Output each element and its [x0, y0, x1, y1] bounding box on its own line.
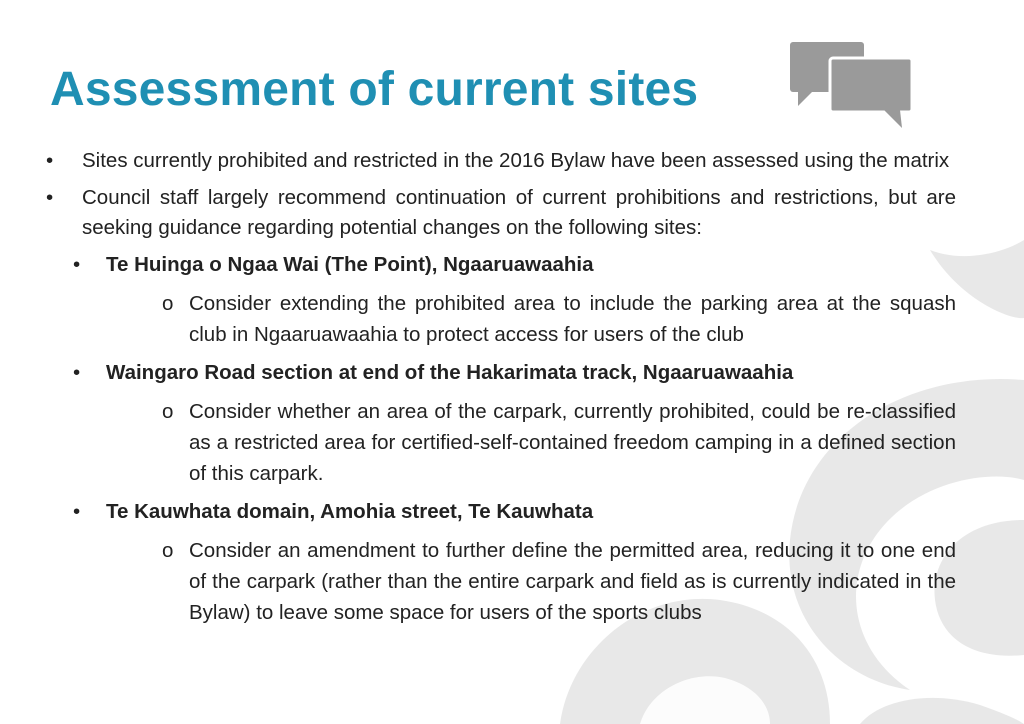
sub-bullet-marker: o — [162, 400, 174, 423]
bullet-marker: • — [73, 253, 81, 276]
site-heading-text: Te Huinga o Ngaa Wai (The Point), Ngaaruawaahia — [106, 253, 594, 276]
site-detail-waingaro-road — [162, 396, 956, 489]
site-detail-te-kauwhata — [162, 535, 956, 628]
sub-bullet-marker: o — [162, 539, 174, 562]
slide-title: Assessment of current sites — [50, 63, 699, 116]
site-detail-text: Consider extending the prohibited area to include the parking area at the squash club in Ngaaruawaahia to protect access for users of the club — [189, 292, 956, 346]
bullet-marker: • — [73, 500, 81, 523]
bullet-recommendation — [46, 183, 956, 243]
site-heading-text: Waingaro Road section at end of the Hakarimata track, Ngaaruawaahia — [106, 361, 794, 384]
site-heading-waingaro-road — [73, 358, 1024, 388]
bullet-marker: • — [46, 186, 54, 209]
speech-bubbles-icon — [788, 40, 916, 130]
sub-bullet-marker: o — [162, 292, 174, 315]
bullet-text: Council staff largely recommend continuation of current prohibitions and restrictions, but are seeking guidance regarding potential changes on the following sites: — [82, 186, 956, 239]
site-heading-te-kauwhata — [73, 497, 1024, 527]
slide-content — [0, 146, 1024, 636]
site-heading-text: Te Kauwhata domain, Amohia street, Te Kauwhata — [106, 500, 594, 523]
site-heading-the-point — [73, 250, 1024, 280]
bullet-text: Sites currently prohibited and restricted in the 2016 Bylaw have been assessed using the matrix — [82, 149, 950, 172]
site-detail-text: Consider whether an area of the carpark, currently prohibited, could be re-classified as a restricted area for certified-self-contained freedom camping in a defined section of this carpark. — [189, 400, 956, 485]
site-detail-the-point — [162, 288, 956, 350]
bullet-marker: • — [46, 149, 54, 172]
site-detail-text: Consider an amendment to further define the permitted area, reducing it to one end of the carpark (rather than the entire carpark and field as is currently indicated in the Bylaw) to leave some space for users of the sports clubs — [189, 539, 956, 624]
bullet-assessment — [46, 146, 956, 176]
bullet-marker: • — [73, 361, 81, 384]
